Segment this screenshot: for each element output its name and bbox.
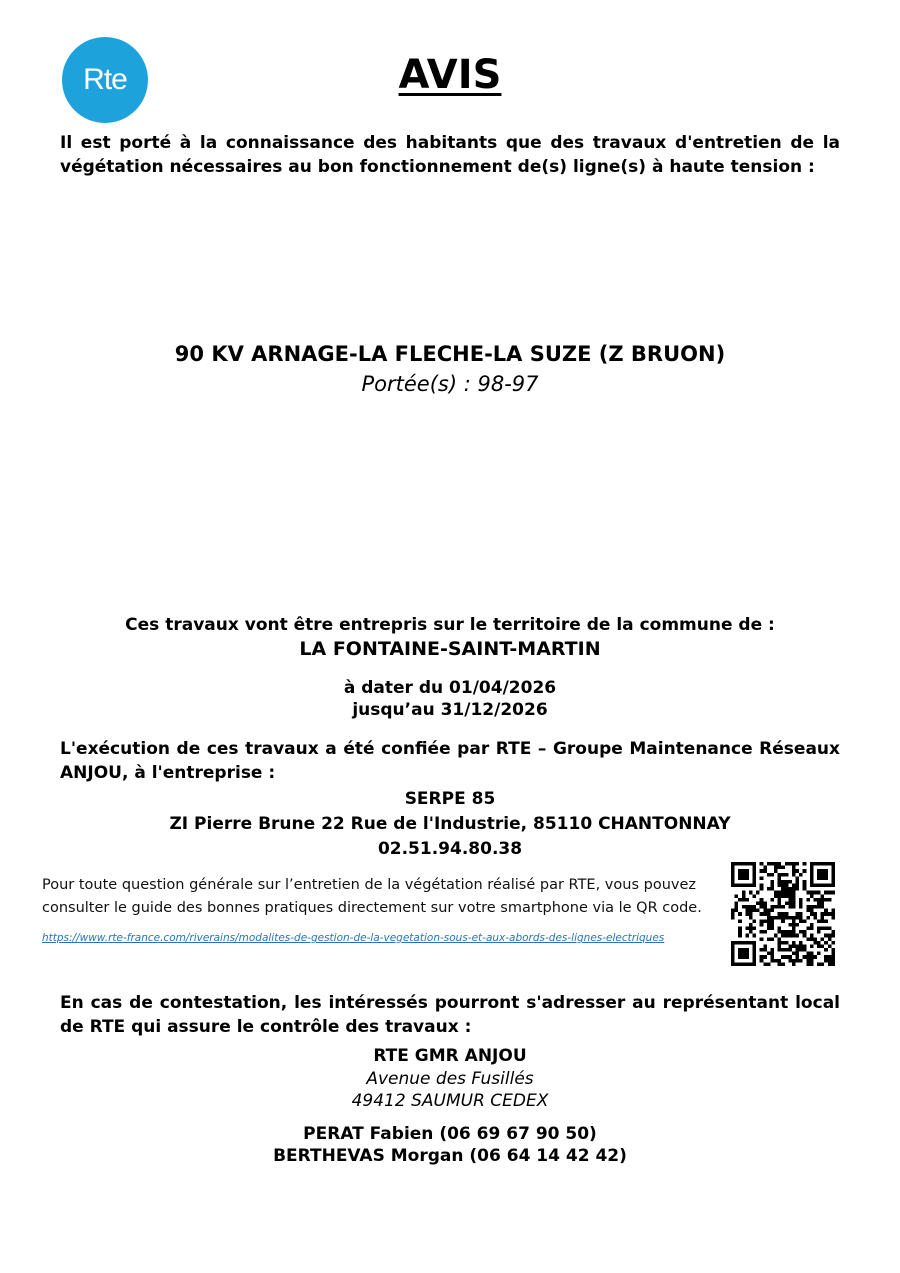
start-date: à dater du 01/04/2026 [343,678,557,698]
location-label: Ces travaux vont être entrepris sur le territoire de la commune de : [125,615,775,635]
intro-text: Il est porté à la connaissance des habitants que des travaux d'entretien de la végétation nécessaires au bon fonctionnement de(s) ligne(s) à haute tension : [60,133,840,177]
commune-name: LA FONTAINE-SAINT-MARTIN [299,638,601,660]
line-spans: Portée(s) : 98-97 [361,372,539,396]
contractor-address: ZI Pierre Brune 22 Rue de l'Industrie, 85110 CHANTONNAY [169,814,731,834]
contact-street: Avenue des Fusillés [366,1069,534,1089]
end-date: jusqu’au 31/12/2026 [352,700,548,720]
contact-person-2: BERTHEVAS Morgan (06 64 14 42 42) [273,1146,627,1166]
guide-text: Pour toute question générale sur l’entretien de la végétation réalisé par RTE, vous pouvez consulter le guide des bonnes pratiques directement sur votre smartphone via le QR code. [42,877,702,916]
contact-city: 49412 SAUMUR CEDEX [351,1091,549,1111]
line-name: 90 KV ARNAGE-LA FLECHE-LA SUZE (Z BRUON) [174,342,726,366]
contractor-name: SERPE 85 [404,789,496,809]
contest-text: En cas de contestation, les intéressés pourront s'adresser au représentant local de RTE qui assure le contrôle des travaux : [60,993,840,1037]
contractor-intro: L'exécution de ces travaux a été confiée par RTE – Groupe Maintenance Réseaux ANJOU, à l'entreprise : [60,739,840,783]
contact-person-1: PERAT Fabien (06 69 67 90 50) [303,1124,597,1144]
rte-logo-text: Rte [83,63,127,96]
qr-code-icon[interactable] [731,862,835,966]
page-title: AVIS [398,52,502,98]
contact-org: RTE GMR ANJOU [373,1046,527,1066]
guide-link[interactable]: https://www.rte-france.com/riverains/modalites-de-gestion-de-la-vegetation-sous-et-aux-abords-des-lignes-electriques [42,932,665,944]
contractor-phone: 02.51.94.80.38 [377,839,523,859]
